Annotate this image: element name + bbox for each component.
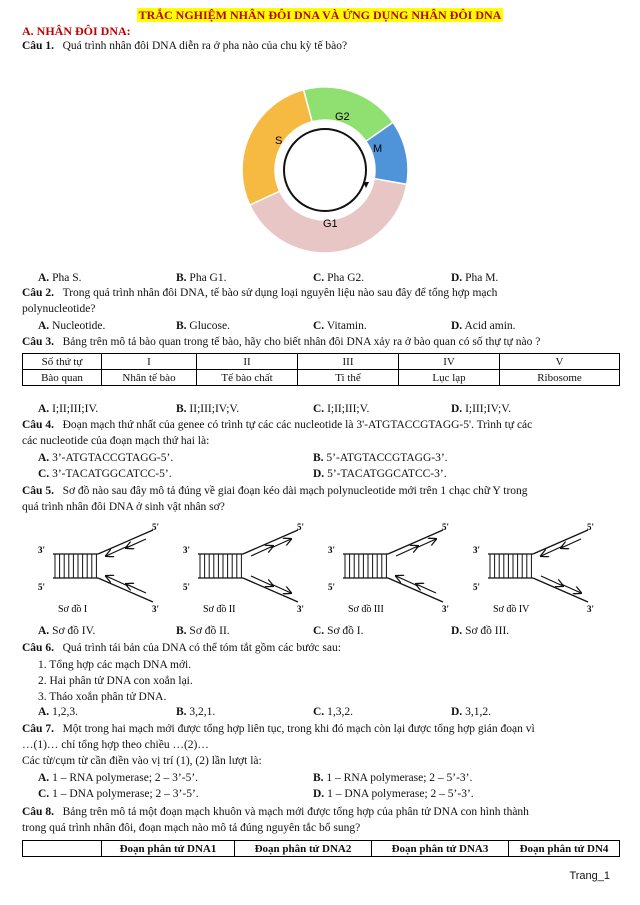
q1-option-c[interactable]: C. Pha G2. [313, 272, 365, 284]
question-8: Câu 8. Bảng trên mô tả một đoạn mạch khuôn và mạch mới được tổng hợp của phân tử DNA con hình thành [22, 806, 529, 818]
question-7-prompt: Các từ/cụm từ cần điền vào vị trí (1), (2) lần lượt là: [22, 755, 262, 767]
q5-option-c[interactable]: C. Sơ đồ I. [313, 625, 364, 637]
new-strand-arrow-lower [106, 576, 128, 586]
page-number: Trang_1 [569, 870, 610, 882]
label-5prime-left: 5' [38, 582, 46, 592]
q6-step-3: 3. Tháo xoắn phân tử DNA. [38, 691, 167, 703]
diagram-caption: Sơ đồ IV [493, 604, 530, 615]
fork-diagram-2 [183, 522, 304, 615]
phase-s-segment [242, 90, 312, 205]
fork-diagram-3 [328, 522, 449, 615]
page-title: TRẮC NGHIỆM NHÂN ĐÔI DNA VÀ ỨNG DỤNG NHÂN ĐÔI DNA [138, 8, 502, 22]
q6-step-2: 2. Hai phân tử DNA con xoắn lại. [38, 675, 193, 687]
label-5prime-left: 5' [473, 582, 481, 592]
question-7-cont: …(1)… chỉ tổng hợp theo chiều …(2)… [22, 739, 209, 751]
new-strand-arrow-upper [541, 546, 563, 556]
question-1: Câu 1. Quá trình nhân đôi DNA diễn ra ở pha nào của chu kỳ tế bào? [22, 40, 348, 52]
label-s: S [275, 135, 283, 147]
q4-option-d[interactable]: D. 5’-TACATGGCATCC-3’. [313, 468, 447, 480]
fork-arm-upper [98, 530, 153, 554]
q4-option-a[interactable]: A. 3’-ATGTACCGTAGG-5’. [38, 452, 174, 464]
q4-option-c[interactable]: C. 3’-TACATGGCATCC-5’. [38, 468, 172, 480]
label-3prime-bottom: 3' [587, 604, 595, 614]
q2-option-a[interactable]: A. Nucleotide. [38, 320, 106, 332]
question-6: Câu 6. Quá trình tái bản của DNA có thể tóm tắt gồm các bước sau: [22, 642, 341, 654]
organelle-table [22, 353, 620, 386]
q4-option-b[interactable]: B. 5’-ATGTACCGTAGG-3’. [313, 452, 448, 464]
fork-arm-lower [243, 578, 298, 602]
new-strand-arrow-upper [251, 546, 273, 556]
q3-option-d[interactable]: D. I;III;IV;V. [451, 403, 511, 415]
q1-option-b[interactable]: B. Pha G1. [176, 272, 227, 284]
q6-option-a[interactable]: A. 1,2,3. [38, 706, 78, 718]
question-7: Câu 7. Một trong hai mạch mới được tổng hợp liên tục, trong khi đó mạch còn lại được tổng hợp gián đoạn vì [22, 723, 535, 735]
fork-diagram-1 [38, 522, 159, 615]
fork-arm-upper [533, 530, 588, 554]
cycle-arrow-ring [284, 129, 366, 211]
question-3: Câu 3. Bảng trên mô tả bào quan trong tế bào, hãy cho biết nhân đôi DNA xảy ra ở bào quan có số thự tự nào ? [22, 336, 541, 348]
q7-option-c[interactable]: C. 1 – DNA polymerase; 2 – 3’-5’. [38, 788, 199, 800]
q5-option-b[interactable]: B. Sơ đồ II. [176, 625, 230, 637]
question-4: Câu 4. Đoạn mạch thứ nhất của genee có trình tự các các nucleotide là 3'-ATGTACCGTAGG-5'. Trình tự các [22, 419, 533, 431]
label-3prime-bottom: 3' [297, 604, 305, 614]
q7-option-a[interactable]: A. 1 – RNA polymerase; 2 – 3’-5’. [38, 772, 199, 784]
q7-option-b[interactable]: B. 1 – RNA polymerase; 2 – 5’-3’. [313, 772, 473, 784]
fork-arm-lower [388, 578, 443, 602]
label-3prime-left: 3' [38, 545, 46, 555]
section-heading: A. NHÂN ĐÔI DNA: [22, 24, 131, 38]
q6-option-c[interactable]: C. 1,3,2. [313, 706, 353, 718]
new-strand-arrow-lower [396, 576, 418, 586]
fork-arm-upper [388, 530, 443, 554]
q6-step-1: 1. Tổng hợp các mạch DNA mới. [38, 659, 192, 671]
q3-option-c[interactable]: C. I;II;III;V. [313, 403, 370, 415]
label-5prime-top: 5' [442, 522, 450, 532]
question-2: Câu 2. Trong quá trình nhân đôi DNA, tế bào sử dụng loại nguyên liệu nào sau đây để tổng hợp mạch [22, 287, 498, 299]
question-4-cont: các nucleotide của đoạn mạch thứ hai là: [22, 435, 210, 447]
q3-option-b[interactable]: B. II;III;IV;V. [176, 403, 240, 415]
q1-option-d[interactable]: D. Pha M. [451, 272, 499, 284]
dna-segment-table [22, 840, 620, 857]
q2-option-c[interactable]: C. Vitamin. [313, 320, 367, 332]
q6-option-d[interactable]: D. 3,1,2. [451, 706, 491, 718]
q2-option-b[interactable]: B. Glucose. [176, 320, 230, 332]
label-g2: G2 [335, 111, 350, 123]
label-5prime-left: 5' [328, 582, 336, 592]
q3-option-a[interactable]: A. I;II;III;IV. [38, 403, 99, 415]
label-5prime-top: 5' [297, 522, 305, 532]
label-3prime-bottom: 3' [152, 604, 160, 614]
new-strand-arrow-lower [541, 576, 563, 586]
label-m: M [373, 143, 383, 155]
q5-option-d[interactable]: D. Sơ đồ III. [451, 625, 510, 637]
fork-arm-upper [243, 530, 298, 554]
q2-option-d[interactable]: D. Acid amin. [451, 320, 516, 332]
diagram-caption: Sơ đồ II [203, 604, 236, 615]
fork-arm-lower [98, 578, 153, 602]
fork-diagram-4 [473, 522, 594, 615]
q6-option-b[interactable]: B. 3,2,1. [176, 706, 216, 718]
new-strand-arrow-upper [106, 546, 128, 556]
diagram-caption: Sơ đồ I [58, 604, 88, 615]
cell-cycle-diagram [240, 82, 410, 258]
fork-arm-lower [533, 578, 588, 602]
new-strand-arrow-lower [251, 576, 273, 586]
replication-fork-diagrams [28, 520, 628, 620]
question-2-cont: polynucleotide? [22, 303, 96, 315]
table-row: Bào quan Nhân tế bào Tế bào chất Ti thể Lục lạp Ribosome [23, 370, 620, 386]
label-5prime-top: 5' [152, 522, 160, 532]
label-5prime-left: 5' [183, 582, 191, 592]
question-5: Câu 5. Sơ đồ nào sau đây mô tả đúng về giai đoạn kéo dài mạch polynucleotide mới trên 1 chạc chữ Y trong [22, 485, 528, 497]
q1-option-a[interactable]: A. Pha S. [38, 272, 82, 284]
q7-option-d[interactable]: D. 1 – DNA polymerase; 2 – 5’-3’. [313, 788, 474, 800]
label-3prime-left: 3' [473, 545, 481, 555]
label-g1: G1 [323, 218, 338, 230]
table-header-row: Đoạn phân tử DNA1 Đoạn phân tử DNA2 Đoạn phân tử DNA3 Đoạn phân tử DN4 [23, 841, 620, 857]
label-5prime-top: 5' [587, 522, 595, 532]
diagram-caption: Sơ đồ III [348, 604, 384, 615]
label-3prime-left: 3' [183, 545, 191, 555]
label-3prime-bottom: 3' [442, 604, 450, 614]
label-3prime-left: 3' [328, 545, 336, 555]
new-strand-arrow-upper [396, 546, 418, 556]
table-header-row: Số thứ tự I II III IV V [23, 354, 620, 370]
q5-option-a[interactable]: A. Sơ đồ IV. [38, 625, 96, 637]
question-8-cont: trong quá trình nhân đôi, đoạn mạch nào mô tả đúng nguyên tắc bổ sung? [22, 822, 361, 834]
question-5-cont: quá trình nhân đôi DNA ở sinh vật nhân sơ? [22, 501, 225, 513]
